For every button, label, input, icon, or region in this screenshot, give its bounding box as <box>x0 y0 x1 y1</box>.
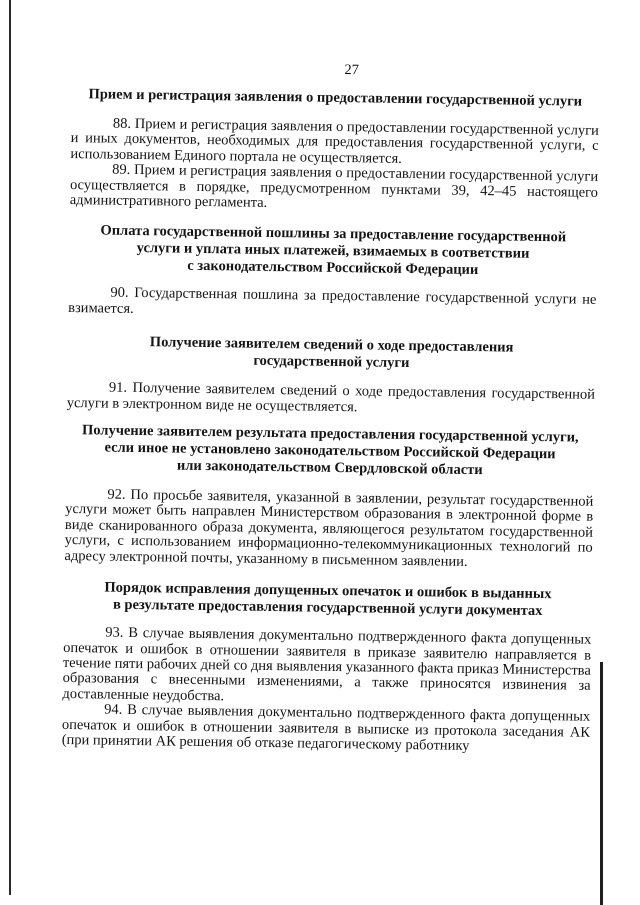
heading-line: если иное не установлено законодательством Российской Федерации <box>104 439 556 463</box>
paragraph-91: 91. Получение заявителем сведений о ходе предоставления государственной услуги в электронном виде не осуществляется. <box>66 379 596 415</box>
heading-line: в результате предоставления государственной услуги документах <box>112 596 543 620</box>
section-heading-result <box>66 422 595 481</box>
scan-edge-left <box>9 0 11 895</box>
paragraph-88: 88. Прием и регистрация заявления о предоставлении государственной услуги и иных документов, необходимых для предоставления государственной услуги, с использованием Единого портала не осуществляется. <box>70 115 599 167</box>
paragraph-93: 93. В случае выявления документально подтвержденного факта допущенных опечаток и ошибок в отношении заявителя в приказе заявителю направляется в течение пяти рабочих дней со дня выявления указанного факта приказ Министерства образования с внесенными изменениями, а также приносятся извинения за доставленные неудобства. <box>62 624 592 705</box>
heading-line: услуги и уплата иных платежей, взимаемых в соответствии <box>136 240 530 263</box>
document-page <box>62 50 600 756</box>
heading-line: Оплата государственной пошлины за предоставление государственной <box>100 222 567 246</box>
paragraph-94: 94. В случае выявления документально подтвержденного факта допущенных опечаток и ошибок в отношении заявителя в выписке из протокола заседания АК (при принятии АК решения об отказе педагогическому работнику <box>61 701 591 754</box>
heading-line: Порядок исправления допущенных опечаток и ошибок в выданных <box>104 579 552 603</box>
scan-edge-right <box>600 662 603 905</box>
section-heading-corrections <box>64 579 592 621</box>
paragraph-90: 90. Государственная пошлина за предоставление государственной услуги не взимается. <box>68 285 597 317</box>
heading-line: Получение заявителем сведений о ходе предоставления <box>149 334 514 356</box>
paragraph-92: 92. По просьбе заявителя, указанной в заявлении, результат государственной услуги может быть направлен Министерством образования в электронной форме в виде сканированного образа документа, являющегося результатом государственной услуги, с использованием информационно-телекоммуникационных технологий по адресу электронной почты, указанному в письменном заявлении. <box>64 486 594 570</box>
heading-line: Прием и регистрация заявления о предоставлении государственной услуги <box>88 86 583 110</box>
section-heading-progress-info <box>67 333 595 375</box>
heading-line: или законодательством Свердловской области <box>176 457 483 479</box>
page-number: 27 <box>344 62 360 79</box>
section-heading-reception <box>71 86 599 111</box>
heading-line: государственной услуги <box>253 352 410 372</box>
paragraph-89: 89. Прием и регистрация заявления о предоставлении государственной услуги осуществляется в порядке, предусмотренном пунктами 39, 42–45 настоящего административного регламента. <box>69 161 599 211</box>
section-heading-state-fee <box>69 222 598 281</box>
heading-line: с законодательством Российской Федерации <box>187 258 479 279</box>
heading-line: Получение заявителем результата предоставления государственной услуги, <box>81 422 579 446</box>
